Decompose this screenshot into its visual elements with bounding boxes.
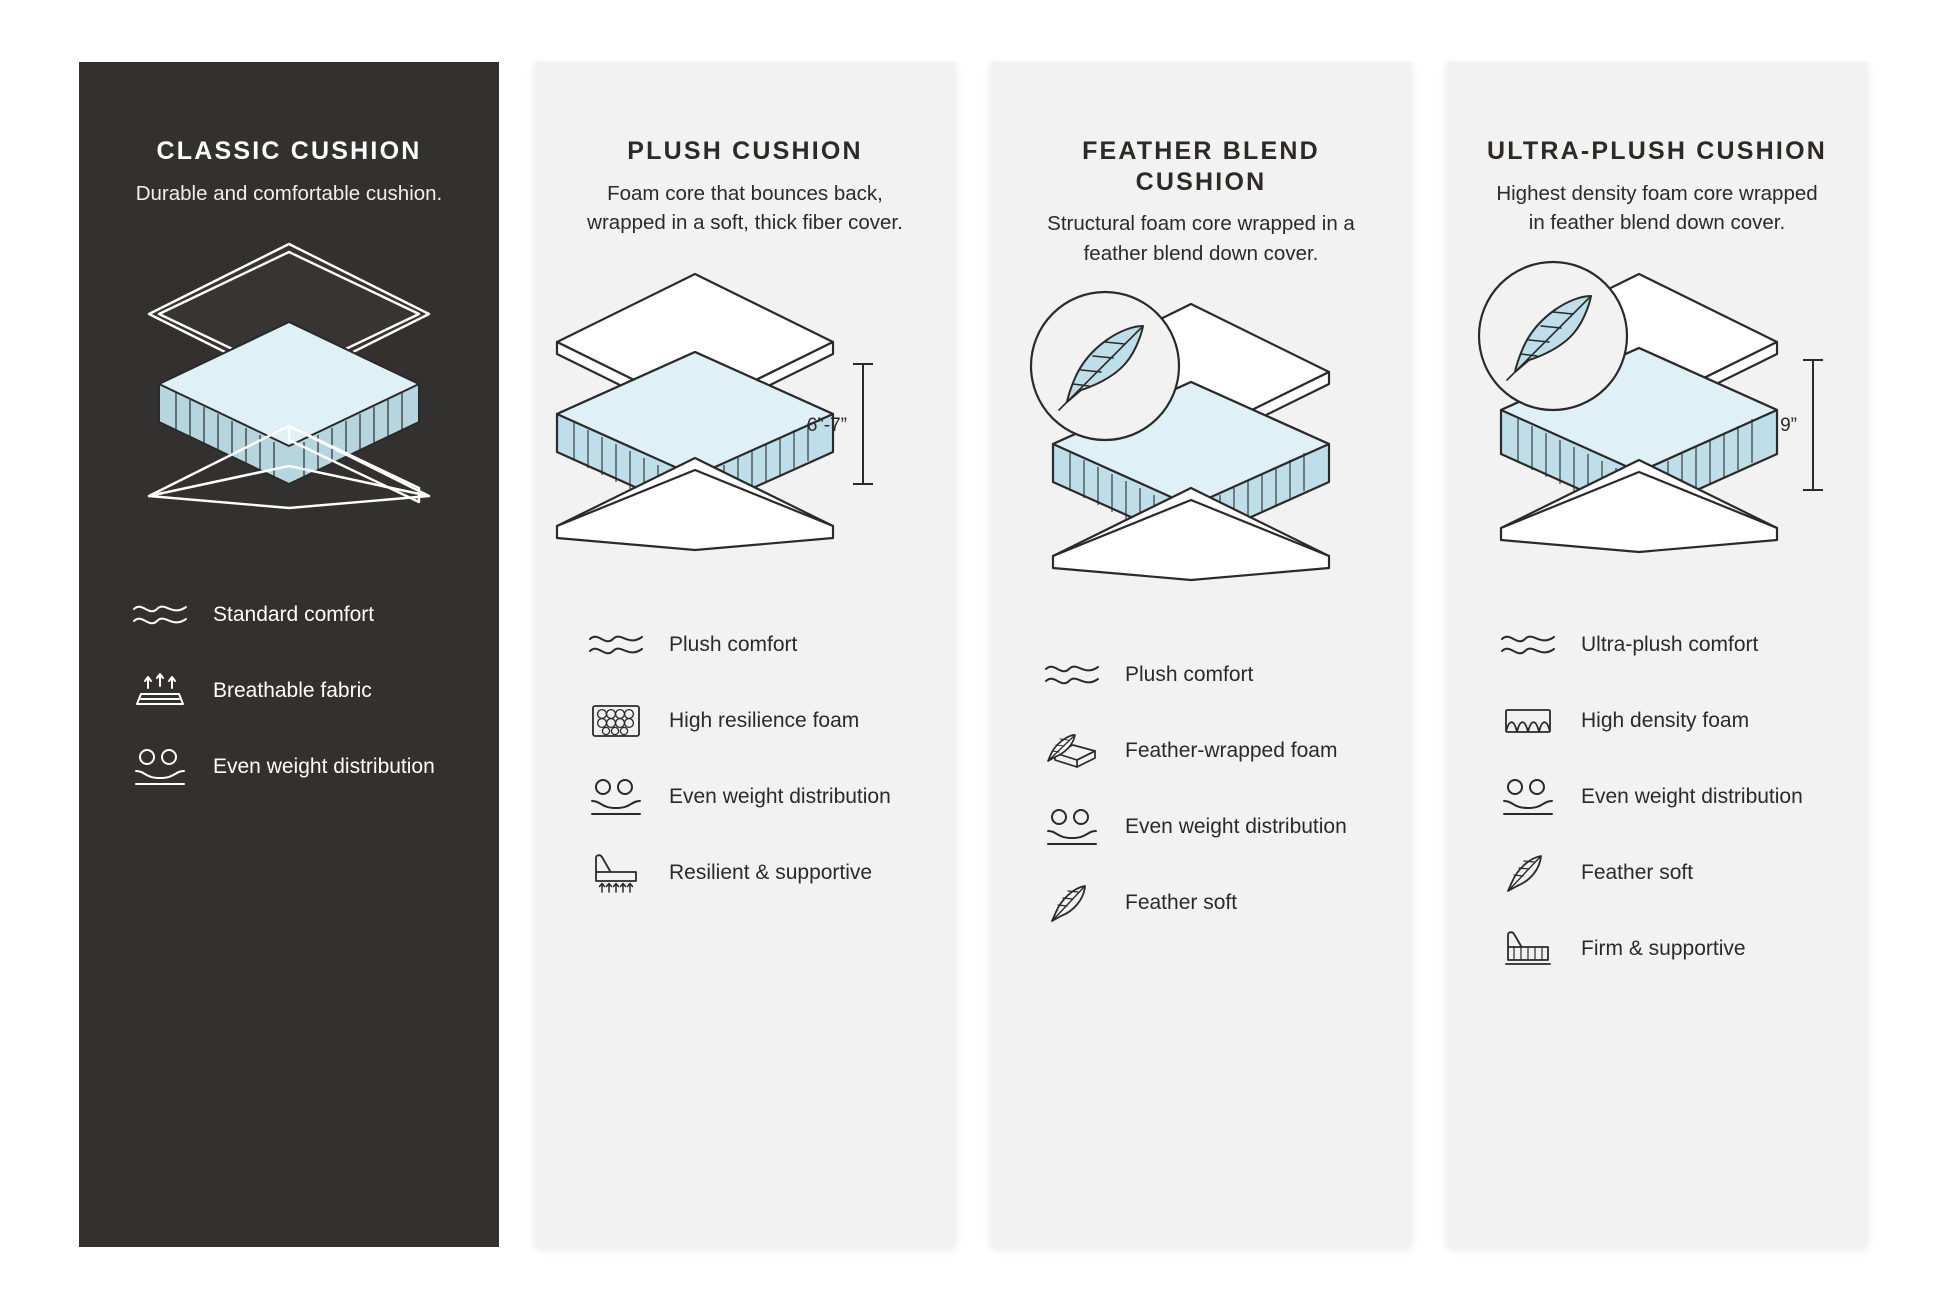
feature-list: [991, 648, 1411, 930]
card-classic-cushion: [79, 62, 499, 1247]
list-item-label: Resilient & supportive: [669, 860, 873, 884]
exploded-cushion-diagram: [1447, 256, 1867, 608]
feature-list: [79, 588, 499, 794]
feather-badge: [1031, 292, 1179, 440]
exploded-cushion-diagram: [991, 286, 1411, 638]
cushion-layers-svg: [124, 226, 454, 526]
even-weight-icon: [585, 776, 647, 818]
list-item: [585, 618, 911, 672]
page-title: FEATHER BLEND CUSHION: [1082, 137, 1320, 196]
list-item: [129, 664, 455, 718]
list-item-label: Feather-wrapped foam: [1125, 739, 1338, 762]
list-item: [1041, 876, 1367, 930]
feather-wrapped-foam-icon: [1041, 729, 1103, 773]
card-feather-blend-cushion: [991, 62, 1411, 1247]
list-item-label: Even weight distribution: [213, 754, 435, 778]
wave-lines-icon: [1497, 628, 1559, 662]
list-item-label: Even weight distribution: [669, 784, 891, 808]
list-item: [129, 740, 455, 794]
list-item: [1041, 800, 1367, 854]
firm-supportive-icon: [1497, 927, 1559, 971]
exploded-cushion-diagram: [79, 226, 499, 578]
wave-lines-icon: [1041, 658, 1103, 692]
feather-badge: [1479, 262, 1627, 410]
card-title-wrap: [535, 62, 955, 167]
wave-lines-icon: [585, 628, 647, 662]
feature-list: [1447, 618, 1867, 976]
card-description: Durable and comfortable cushion.: [135, 181, 443, 205]
page-title: CLASSIC CUSHION: [156, 137, 422, 165]
list-item-label: Plush comfort: [669, 632, 798, 656]
list-item-label: Feather soft: [1125, 891, 1238, 914]
list-item-label: High resilience foam: [669, 708, 860, 732]
dimension-label: 6”-7”: [806, 414, 847, 436]
feature-list: [535, 618, 955, 900]
exploded-cushion-diagram: [535, 256, 955, 608]
card-plush-cushion: [535, 62, 955, 1247]
list-item: [1497, 922, 1823, 976]
dimension-bracket: [1803, 360, 1823, 490]
honeycomb-foam-icon: [585, 699, 647, 743]
feather-icon: [1497, 850, 1559, 896]
cushion-layers-svg: [545, 256, 945, 556]
feather-icon: [1041, 880, 1103, 926]
page-title: ULTRA-PLUSH CUSHION: [1487, 137, 1827, 165]
supportive-seat-icon: [585, 850, 647, 896]
list-item: [1041, 724, 1367, 778]
list-item-label: Even weight distribution: [1581, 784, 1803, 808]
list-item-label: Firm & supportive: [1581, 936, 1746, 960]
card-title-wrap: [991, 62, 1411, 197]
list-item-label: Breathable fabric: [213, 678, 372, 702]
list-item-label: Plush comfort: [1125, 663, 1254, 686]
card-ultra-plush-cushion: [1447, 62, 1867, 1247]
list-item-label: Even weight distribution: [1125, 815, 1347, 838]
even-weight-icon: [1041, 806, 1103, 848]
list-item-label: Feather soft: [1581, 860, 1694, 884]
dimension-label: 9”: [1780, 414, 1797, 436]
list-item-label: High density foam: [1581, 708, 1750, 732]
even-weight-icon: [129, 746, 191, 788]
even-weight-icon: [1497, 776, 1559, 818]
list-item-label: Standard comfort: [213, 602, 375, 626]
breathable-fabric-icon: [129, 670, 191, 712]
list-item: [1497, 694, 1823, 748]
list-item: [1497, 618, 1823, 672]
list-item: [1497, 846, 1823, 900]
list-item: [1497, 770, 1823, 824]
list-item: [1041, 648, 1367, 702]
dimension-bracket: [853, 364, 873, 484]
card-description: Highest density foam core wrapped in feather blend down cover.: [1496, 181, 1818, 235]
high-density-foam-icon: [1497, 701, 1559, 741]
list-item: [585, 770, 911, 824]
list-item: [129, 588, 455, 642]
cushion-layers-svg: [1457, 256, 1857, 556]
card-title-wrap: [79, 62, 499, 167]
wave-lines-icon: [129, 598, 191, 632]
cushion-layers-svg: [1001, 286, 1401, 586]
list-item: [585, 694, 911, 748]
page-title: PLUSH CUSHION: [627, 137, 863, 165]
card-title-wrap: [1447, 62, 1867, 167]
card-description: Structural foam core wrapped in a feather blend down cover.: [1047, 212, 1355, 265]
card-description: Foam core that bounces back, wrapped in a soft, thick fiber cover.: [587, 181, 903, 235]
list-item-label: Ultra-plush comfort: [1581, 632, 1759, 656]
list-item: [585, 846, 911, 900]
